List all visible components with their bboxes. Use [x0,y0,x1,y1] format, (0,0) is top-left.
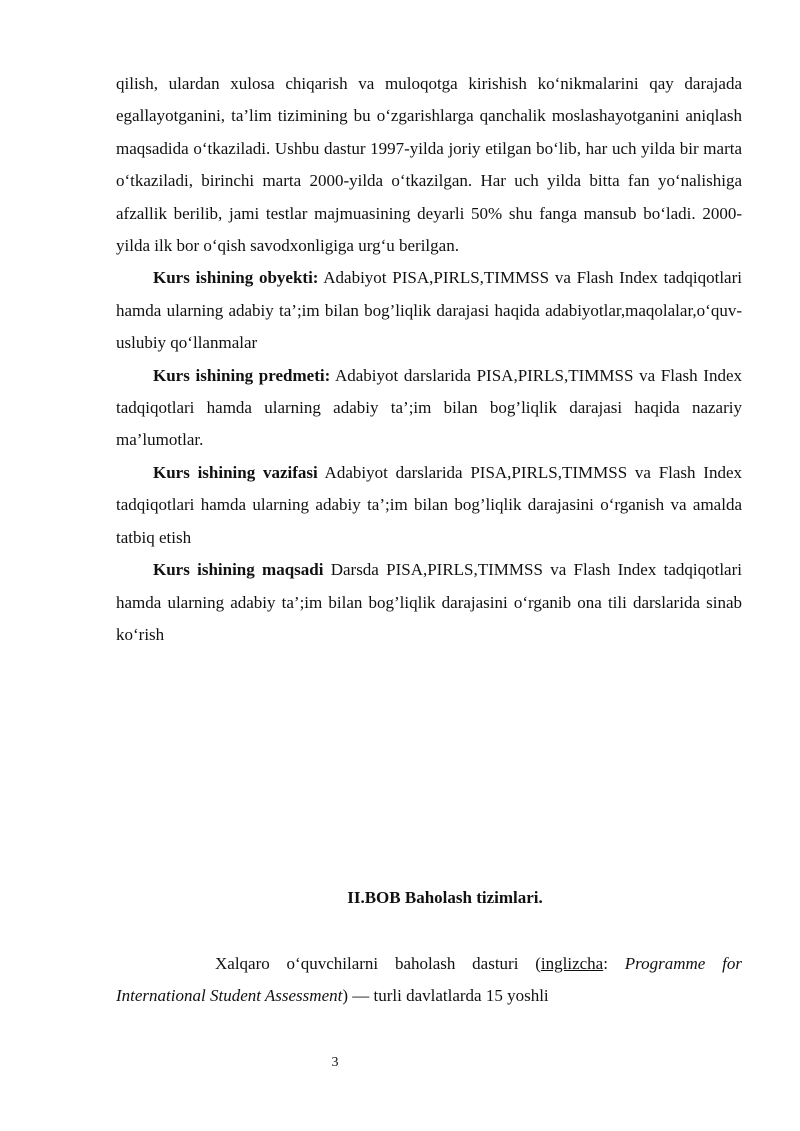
course-task-paragraph [116,457,742,554]
course-object-label: Kurs ishining obyekti: [153,268,319,288]
course-goal-label: Kurs ishining maqsadi [153,560,324,580]
course-object-paragraph [116,262,742,359]
course-subject-text: Adabiyot darslarida PISA,PIRLS,TIMMSS va Flash Index tadqiqotlari hamda ularning adabiy ta’;im bilan bog’liqlik darajasi haqida nazariy ma’lumotlar. [116,365,742,450]
closing-colon: : [603,954,625,973]
closing-tail: ) — turli davlatlarda 15 yoshli [342,986,549,1006]
course-task-text: Adabiyot darslarida PISA,PIRLS,TIMMSS va Flash Index tadqiqotlari hamda ularning adabiy ta’;im bilan bog’liqlik darajasini o‘rganish va amalda tatbiq etish [116,462,742,547]
intro-paragraph: qilish, ulardan xulosa chiqarish va muloqotga kirishish ko‘nikmalarini qay darajada egallayotganini, ta’lim tizimining bu o‘zgarishlarga qanchalik moslashayotganini aniqlash maqsadida o‘tkaziladi. Ushbu dastur 1997-yilda joriy etilgan bo‘lib, har uch yilda bir marta o‘tkaziladi, birinchi marta 2000-yilda o‘tkazilgan. Har uch yilda bitta fan yo‘nalishiga afzallik berilib, jami testlar majmuasining deyarli 50% shu fanga mansub bo‘ladi. 2000-yilda ilk bor o‘qish savodxonligiga urg‘u berilgan. [116,74,742,256]
course-goal-text: Darsda PISA,PIRLS,TIMMSS va Flash Index tadqiqotlari hamda ularning adabiy ta’;im bilan bog’liqlik darajasini o‘rganib ona tili darslarida sinab ko‘rish [116,560,742,644]
closing-paragraph [116,948,742,1013]
course-goal-paragraph [116,554,742,651]
course-subject-paragraph [116,360,742,457]
course-object-text: Adabiyot PISA,PIRLS,TIMMSS va Flash Index tadqiqotlari hamda ularning adabiy ta’;im bilan bog’liqlik darajasi haqida adabiyotlar,maqolalar,o‘quv-uslubiy qo‘llanmalar [116,268,742,353]
document-body [116,68,742,651]
course-subject-label: Kurs ishining predmeti: [153,365,331,385]
inglizcha-link[interactable]: inglizcha [540,954,604,973]
programme-name: Programme for International Student Assessment [116,954,742,1006]
page-number: 3 [331,1055,339,1070]
chapter-heading: II.BOB Baholash tizimlari. [347,888,543,907]
course-task-label: Kurs ishining vazifasi [153,462,318,482]
closing-lead: Xalqaro o‘quvchilarni baholash dasturi ( [215,954,541,973]
